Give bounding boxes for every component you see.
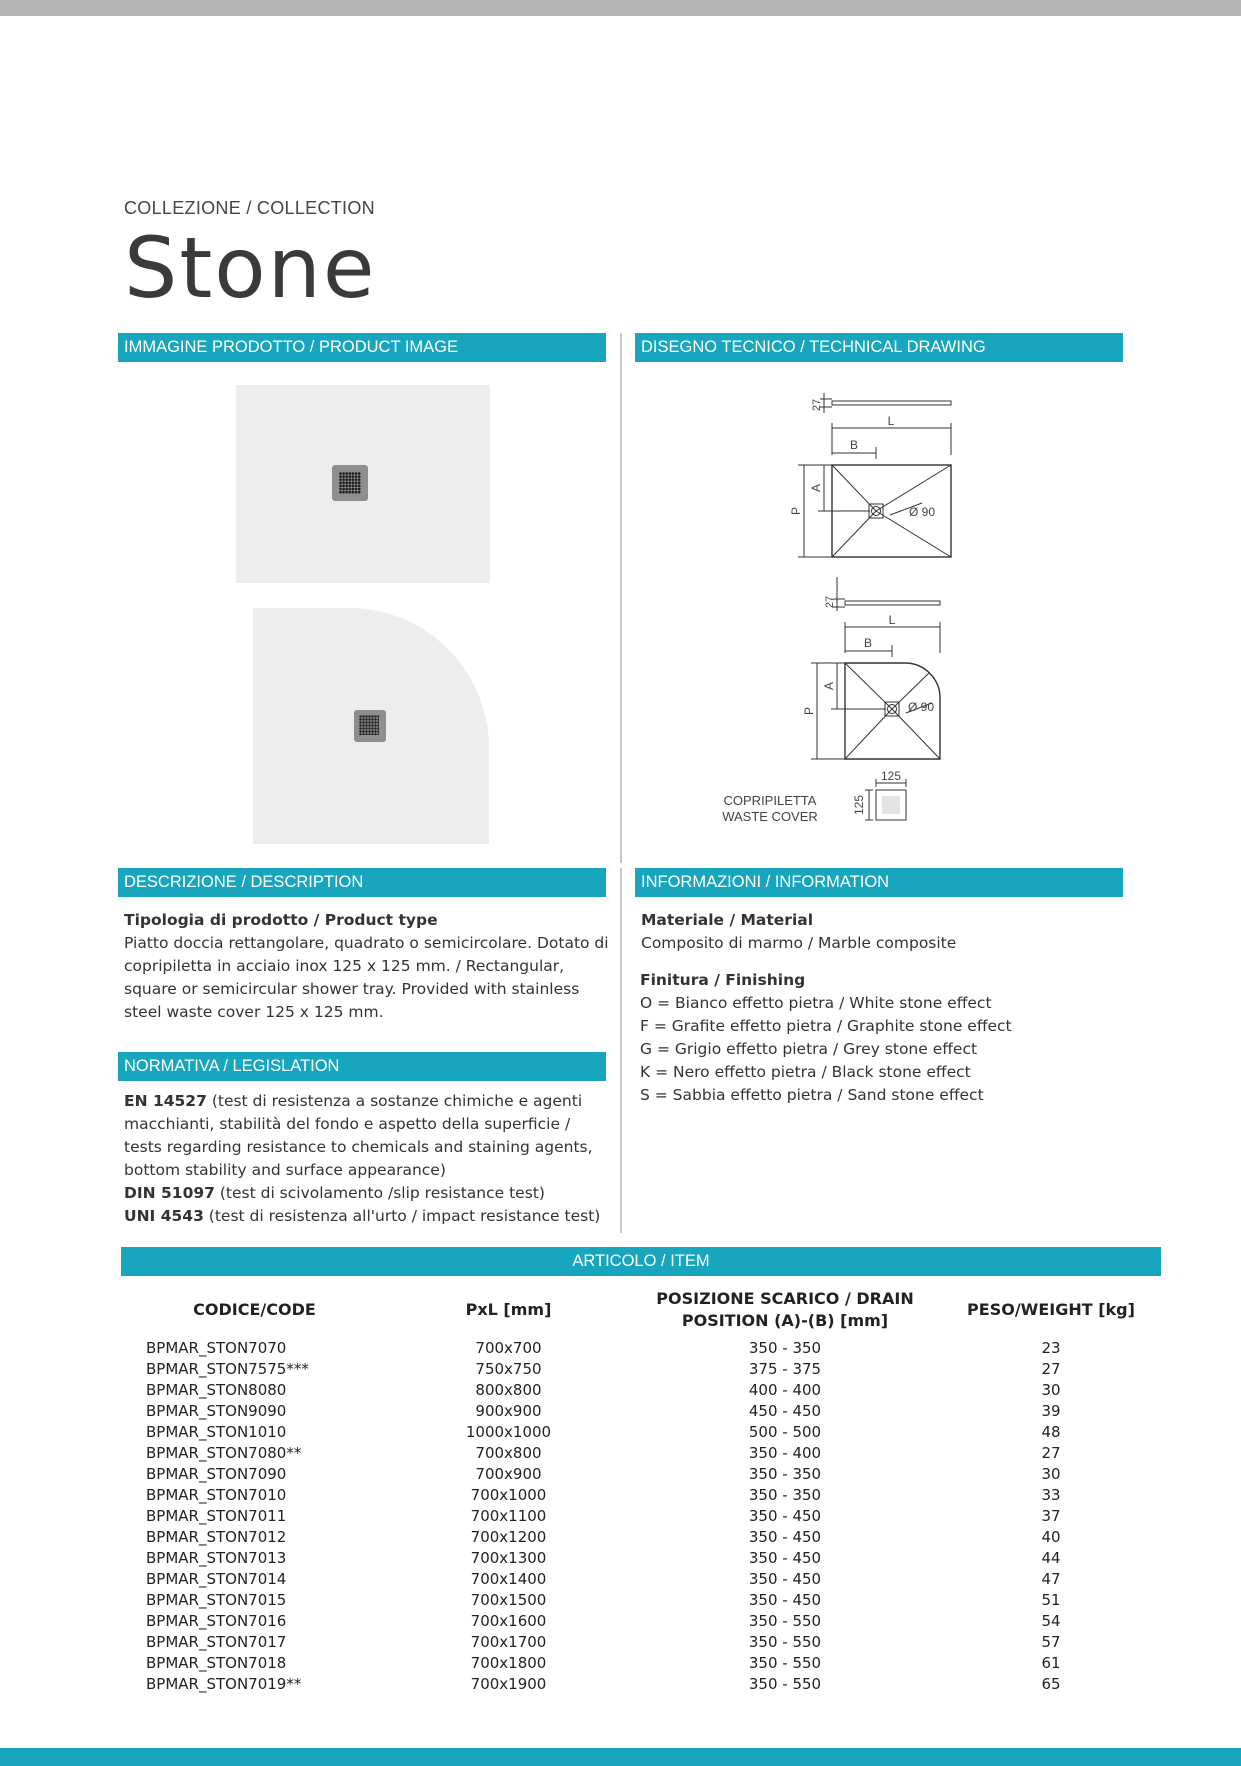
item-weight-cell: 27 — [1041, 1360, 1061, 1378]
item-weight-cell: 39 — [1041, 1402, 1061, 1420]
item-drain-cell: 350 - 550 — [748, 1654, 822, 1672]
item-code-cell: BPMAR_STON7016 — [146, 1612, 287, 1630]
top-band — [0, 0, 1241, 16]
norm-en14527: EN 14527 (test di resistenza a sostanze chimiche e agenti macchianti, stabilità del fondo e aspetto della superficie / tests regarding resistance to chemicals and staining agents, bottom stability and surface appearance) — [124, 1092, 593, 1179]
item-code-cell: BPMAR_STON8080 — [146, 1381, 287, 1399]
item-drain-cell: 350 - 400 — [748, 1444, 822, 1462]
section-bar-description: DESCRIZIONE / DESCRIPTION — [118, 868, 606, 897]
item-code-cell: BPMAR_STON7010 — [146, 1486, 287, 1504]
item-drain-cell: 350 - 550 — [748, 1675, 822, 1693]
item-drain-cell: 350 - 350 — [748, 1339, 822, 1357]
item-table-body — [122, 1338, 1162, 1695]
item-size-cell: 700x800 — [475, 1444, 542, 1462]
item-code-cell: BPMAR_STON7017 — [146, 1633, 287, 1651]
product-image-rectangular — [236, 385, 490, 583]
col-header-weight: PESO/WEIGHT [kg] — [967, 1300, 1135, 1319]
dim-L-label: L — [887, 414, 895, 428]
table-row — [122, 1464, 1162, 1485]
item-drain-cell: 400 - 400 — [748, 1381, 822, 1399]
table-row — [122, 1611, 1162, 1632]
item-drain-cell: 350 - 450 — [748, 1591, 822, 1609]
item-drain-cell: 450 - 450 — [748, 1402, 822, 1420]
dim-P-label: P — [802, 706, 816, 716]
finish-item: F = Grafite effetto pietra / Graphite stone effect — [640, 1017, 1012, 1035]
item-size-cell: 700x1700 — [470, 1633, 547, 1651]
col-header-size: PxL [mm] — [465, 1300, 552, 1319]
finish-item: K = Nero effetto pietra / Black stone effect — [640, 1063, 971, 1081]
item-drain-cell: 350 - 450 — [748, 1507, 822, 1525]
drain-cover-icon — [332, 465, 368, 501]
cover-label-it: COPRIPILETTA — [723, 793, 817, 808]
item-drain-cell: 375 - 375 — [748, 1360, 822, 1378]
item-drain-cell: 350 - 350 — [748, 1465, 822, 1483]
norm-uni4543: UNI 4543 (test di resistenza all'urto / impact resistance test) — [124, 1207, 601, 1225]
item-code-cell: BPMAR_STON7090 — [146, 1465, 287, 1483]
item-weight-cell: 40 — [1041, 1528, 1061, 1546]
item-weight-cell: 30 — [1041, 1381, 1061, 1399]
item-size-cell: 750x750 — [475, 1360, 542, 1378]
column-divider-bottom — [620, 868, 622, 1233]
item-code-cell: BPMAR_STON7012 — [146, 1528, 287, 1546]
table-row — [122, 1485, 1162, 1506]
table-row — [122, 1338, 1162, 1359]
item-table — [122, 1288, 1162, 1695]
item-code-cell: BPMAR_STON7018 — [146, 1654, 287, 1672]
collection-kicker: COLLEZIONE / COLLECTION — [124, 198, 375, 218]
table-row — [122, 1443, 1162, 1464]
diameter-label: Ø 90 — [908, 700, 935, 714]
item-size-cell: 700x1500 — [470, 1591, 547, 1609]
item-size-cell: 1000x1000 — [465, 1423, 552, 1441]
item-size-cell: 700x1300 — [470, 1549, 547, 1567]
item-drain-cell: 350 - 550 — [748, 1633, 822, 1651]
dim-A-label: A — [809, 483, 823, 493]
item-code-cell: BPMAR_STON7575*** — [146, 1360, 309, 1378]
dim-27-label: 27 — [824, 595, 836, 609]
item-code-cell: BPMAR_STON7015 — [146, 1591, 287, 1609]
product-type-text: Piatto doccia rettangolare, quadrato o semicircolare. Dotato di copripiletta in acciaio inox 125 x 125 mm. / Rectangular, square or semicircular shower tray. Provided with stainless steel waste cover 125 x 125 mm. — [124, 934, 609, 1021]
description-block — [124, 909, 610, 1024]
item-size-cell: 700x700 — [475, 1339, 542, 1357]
item-size-cell: 800x800 — [475, 1381, 542, 1399]
table-row — [122, 1569, 1162, 1590]
item-size-cell: 700x900 — [475, 1465, 542, 1483]
item-weight-cell: 48 — [1041, 1423, 1061, 1441]
dim-A-label: A — [822, 681, 836, 691]
table-row — [122, 1422, 1162, 1443]
item-size-cell: 700x1400 — [470, 1570, 547, 1588]
column-divider-top — [620, 333, 622, 863]
item-weight-cell: 27 — [1041, 1444, 1061, 1462]
page-title: Stone — [124, 219, 377, 317]
material-text: Composito di marmo / Marble composite — [641, 934, 957, 952]
finishing-heading: Finitura / Finishing — [640, 971, 806, 989]
information-block — [641, 909, 1111, 955]
item-code-cell: BPMAR_STON7014 — [146, 1570, 287, 1588]
item-drain-cell: 350 - 550 — [748, 1612, 822, 1630]
section-bar-information: INFORMAZIONI / INFORMATION — [635, 868, 1123, 897]
section-bar-product-image: IMMAGINE PRODOTTO / PRODUCT IMAGE — [118, 333, 606, 362]
item-code-cell: BPMAR_STON7019** — [146, 1675, 302, 1693]
dim-27-label: 27 — [811, 398, 823, 412]
item-weight-cell: 44 — [1041, 1549, 1061, 1567]
section-bar-item: ARTICOLO / ITEM — [121, 1247, 1161, 1276]
item-weight-cell: 51 — [1041, 1591, 1061, 1609]
item-drain-cell: 350 - 450 — [748, 1549, 822, 1567]
product-type-heading: Tipologia di prodotto / Product type — [124, 911, 438, 929]
item-weight-cell: 65 — [1041, 1675, 1061, 1693]
dim-P-label: P — [789, 506, 803, 516]
table-row — [122, 1380, 1162, 1401]
finish-item: O = Bianco effetto pietra / White stone effect — [640, 994, 992, 1012]
item-size-cell: 700x1100 — [470, 1507, 547, 1525]
cover-height-label: 125 — [852, 794, 866, 816]
table-row — [122, 1548, 1162, 1569]
table-header-row — [122, 1288, 1162, 1338]
table-row — [122, 1506, 1162, 1527]
item-weight-cell: 47 — [1041, 1570, 1061, 1588]
bottom-band — [0, 1748, 1241, 1766]
dim-L-label: L — [888, 613, 896, 627]
item-size-cell: 700x1200 — [470, 1528, 547, 1546]
diameter-label: Ø 90 — [909, 505, 936, 519]
item-code-cell: BPMAR_STON1010 — [146, 1423, 287, 1441]
table-row — [122, 1401, 1162, 1422]
table-row — [122, 1359, 1162, 1380]
item-code-cell: BPMAR_STON9090 — [146, 1402, 287, 1420]
item-weight-cell: 61 — [1041, 1654, 1061, 1672]
section-bar-legislation: NORMATIVA / LEGISLATION — [118, 1052, 606, 1081]
table-row — [122, 1674, 1162, 1695]
finish-item: S = Sabbia effetto pietra / Sand stone effect — [640, 1086, 984, 1104]
item-code-cell: BPMAR_STON7011 — [146, 1507, 287, 1525]
item-size-cell: 700x1800 — [470, 1654, 547, 1672]
table-row — [122, 1590, 1162, 1611]
item-code-cell: BPMAR_STON7070 — [146, 1339, 287, 1357]
finish-item: G = Grigio effetto pietra / Grey stone effect — [640, 1040, 978, 1058]
technical-drawing — [700, 385, 1000, 839]
item-size-cell: 700x1600 — [470, 1612, 547, 1630]
item-weight-cell: 30 — [1041, 1465, 1061, 1483]
item-code-cell: BPMAR_STON7013 — [146, 1549, 287, 1567]
technical-drawing-svg — [700, 385, 1000, 835]
material-heading: Materiale / Material — [641, 911, 814, 929]
item-weight-cell: 57 — [1041, 1633, 1061, 1651]
col-header-drain: POSIZIONE SCARICO / DRAIN POSITION (A)-(B) [mm] — [656, 1289, 914, 1330]
item-weight-cell: 37 — [1041, 1507, 1061, 1525]
table-row — [122, 1653, 1162, 1674]
finishing-block — [640, 969, 1110, 1107]
norm-din51097: DIN 51097 (test di scivolamento /slip resistance test) — [124, 1184, 545, 1202]
item-size-cell: 700x1000 — [470, 1486, 547, 1504]
item-weight-cell: 33 — [1041, 1486, 1061, 1504]
table-row — [122, 1527, 1162, 1548]
cover-label-en: WASTE COVER — [722, 809, 818, 824]
col-header-code: CODICE/CODE — [193, 1300, 316, 1319]
item-code-cell: BPMAR_STON7080** — [146, 1444, 302, 1462]
item-size-cell: 900x900 — [475, 1402, 542, 1420]
item-size-cell: 700x1900 — [470, 1675, 547, 1693]
legislation-block — [124, 1090, 612, 1228]
cover-width-label: 125 — [880, 769, 902, 783]
drain-cover-icon — [354, 710, 386, 742]
item-drain-cell: 350 - 350 — [748, 1486, 822, 1504]
dim-B-label: B — [849, 438, 859, 452]
item-drain-cell: 500 - 500 — [748, 1423, 822, 1441]
section-bar-technical-drawing: DISEGNO TECNICO / TECHNICAL DRAWING — [635, 333, 1123, 362]
item-weight-cell: 23 — [1041, 1339, 1061, 1357]
item-weight-cell: 54 — [1041, 1612, 1061, 1630]
table-row — [122, 1632, 1162, 1653]
dim-B-label: B — [863, 636, 873, 650]
item-drain-cell: 350 - 450 — [748, 1528, 822, 1546]
item-drain-cell: 350 - 450 — [748, 1570, 822, 1588]
